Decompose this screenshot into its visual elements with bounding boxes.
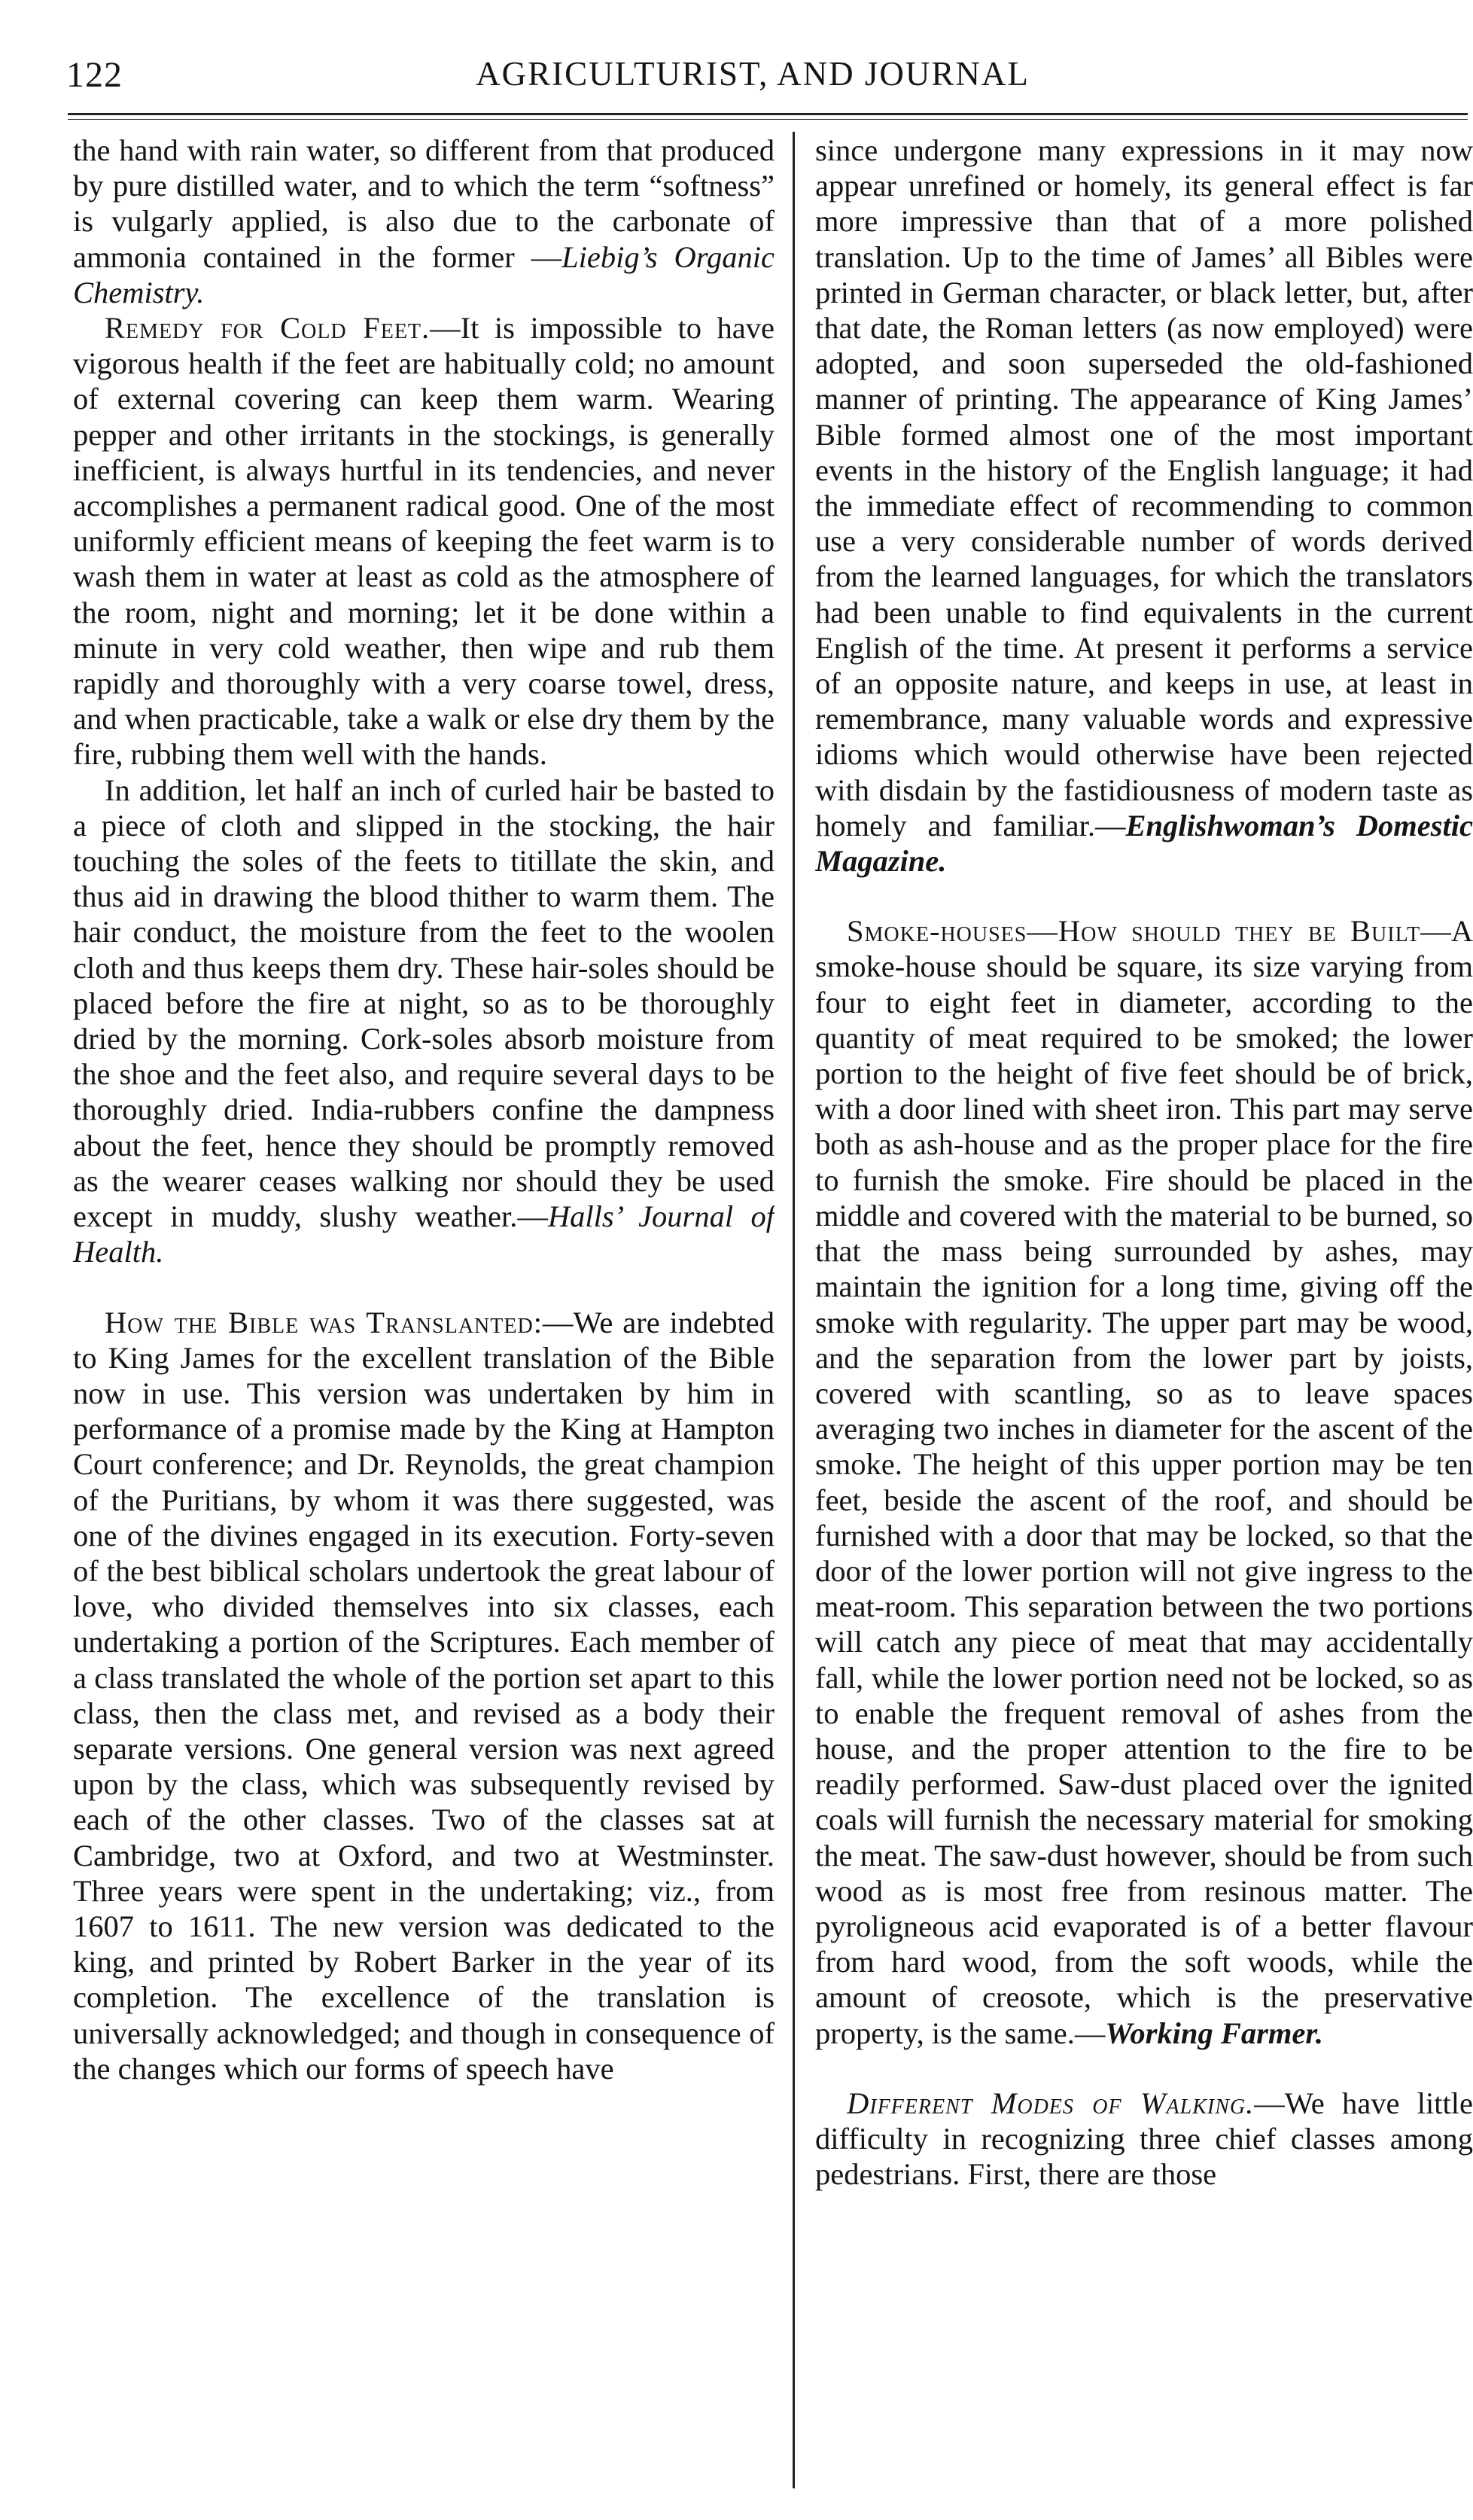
article-heading: Remedy for Cold Feet.: [105, 311, 431, 346]
article-source: Englishwoman’s Domestic Magazine.: [815, 808, 1473, 879]
article-source: Halls’ Journal of Health.: [73, 1199, 775, 1269]
article-cold-feet: Remedy for Cold Feet.—It is impossible to have vigorous health if the feet are habitually cold; no amount of external covering can keep them warm. Wearing pepper and other irritants in the stockings, is generally inefficient, is always hurtful in its tendencies, and never accomplishes a permanent radical good. One of the most uniformly efficient means of keeping the feet warm is to wash them in water at least as cold as the atmosphere of the room, night and morning; let it be done within a minute in very cold weather, then wipe and rub them rapidly and thoroughly with a very coarse towel, dress, and when practicable, take a walk or else dry them by the fire, rubbing them well with the hands.: [73, 311, 775, 772]
article-cold-feet-cont: In addition, let half an inch of curled hair be basted to a piece of cloth and slipped in the stocking, the hair touching the soles of the feets to titillate the skin, and thus aid in drawing the blood thither to warm them. The hair conduct, the moisture from the feet to the woolen cloth and thus keeps them dry. These hair-soles should be placed before the fire at night, so as to be thoroughly dried by the morning. Cork-soles absorb moisture from the shoe and the feet also, and require several days to be thoroughly dried. India-rubbers confine the dampness about the feet, hence they should be promptly removed as the wearer ceases walking nor should they be used except in muddy, slushy weather.—Halls’ Journal of Health.: [73, 772, 775, 1269]
article-source: Working Farmer.: [1105, 2016, 1323, 2050]
header-rule-thin: [68, 119, 1468, 120]
column-divider: [793, 132, 795, 2488]
article-smoke-houses: Smoke-houses—How should they be Built—A smoke-house should be square, its size varying from four to eight feet in diameter, according to the quantity of meat required to be smoked; the lower portion to the height of five feet should be of brick, with a door lined with sheet iron. This part may serve both as ash-house and as the proper place for the fire to furnish the smoke. Fire should be placed in the middle and covered with the material to be burned, so that the mass being surrounded by ashes, may maintain the ignition for a long time, giving off the smoke with regularity. The upper part may be wood, and the separation from the lower part by joists, covered with scantling, so as to leave spaces averaging two inches in diameter for the ascent of the smoke. The height of this upper portion may be ten feet, beside the ascent of the roof, and should be furnished with a door that may be locked, so that the door of the lower portion will not give ingress to the meat-room. This separation between the two portions will catch any piece of meat that may accidentally fall, while the lower portion need not be locked, so as to enable the frequent removal of ashes from the house, and the proper attention to the fire to be readily performed. Saw-dust placed over the ignited coals will furnish the necessary material for smoking the meat. The saw-dust however, should be from such wood as is most free from resinous matter. The pyroligneous acid evaporated is of a better flavour from hard wood, from the soft woods, while the amount of creosote, which is the preservative property, is the same.—Working Farmer.: [815, 914, 1473, 2050]
running-title: AGRICULTURIST, AND JOURNAL: [476, 55, 1030, 93]
page-number: 122: [66, 55, 123, 95]
article-bible: How the Bible was Translanted:—We are indebted to King James for the excellent translation of the Bible now in use. This version was undertaken by him in performance of a promise made by the King at Hampton Court conference; and Dr. Reynolds, the great champion of the Puritians, by whom it was there suggested, was one of the divines engaged in its execution. Forty-seven of the best biblical scholars undertook the great labour of love, who divided themselves into six classes, each undertaking a portion of the Scriptures. Each member of a class translated the whole of the portion set apart to this class, then the class met, and revised as a body their separate versions. One general version was next agreed upon by the class, which was subsequently revised by each of the other classes. Two of the classes sat at Cambridge, two at Oxford, and two at Westminster. Three years were spent in the undertaking; viz., from 1607 to 1611. The new version was dedicated to the king, and printed by Robert Barker in the year of its completion. The excellence of the translation is universally acknowledged; and though in consequence of the changes which our forms of speech have: [73, 1305, 775, 2086]
left-column: [73, 133, 775, 2497]
article-heading: Smoke-houses—How should they be Built: [847, 914, 1421, 949]
article-heading: Different Modes of Walking.: [847, 2086, 1255, 2120]
header-rule-thick: [68, 113, 1468, 115]
right-column: [815, 133, 1473, 2497]
page-header: [53, 54, 1453, 107]
article-bible-cont: since undergone many expressions in it may now appear unrefined or homely, its general effect is far more impressive than that of a more polished translation. Up to the time of James’ all Bibles were printed in German character, or black letter, but, after that date, the Roman letters (as now employed) were adopted, and soon superseded the old-fashioned manner of printing. The appearance of King James’ Bible formed almost one of the most important events in the history of the English language; it had the immediate effect of recommending to common use a very considerable number of words derived from the learned languages, for which the translators had been unable to find equivalents in the current English of the time. At present it performs a service of an opposite nature, and keeps in use, at least in remembrance, many valuable words and expressive idioms which would otherwise have been rejected with disdain by the fastidiousness of modern taste as homely and familiar.—Englishwoman’s Domestic Magazine.: [815, 133, 1473, 879]
article-heading: How the Bible was Translanted:: [105, 1305, 543, 1339]
article-source: Liebig’s Organic Chemistry.: [73, 239, 775, 309]
article-walking: Different Modes of Walking.—We have little difficulty in recognizing three chief classes among pedestrians. First, there are those: [815, 2086, 1473, 2192]
continued-paragraph: the hand with rain water, so different from that produced by pure distilled water, and to which the term “softness” is vulgarly applied, is also due to the carbonate of ammonia contained in the former —Liebig’s Organic Chemistry.: [73, 133, 775, 309]
